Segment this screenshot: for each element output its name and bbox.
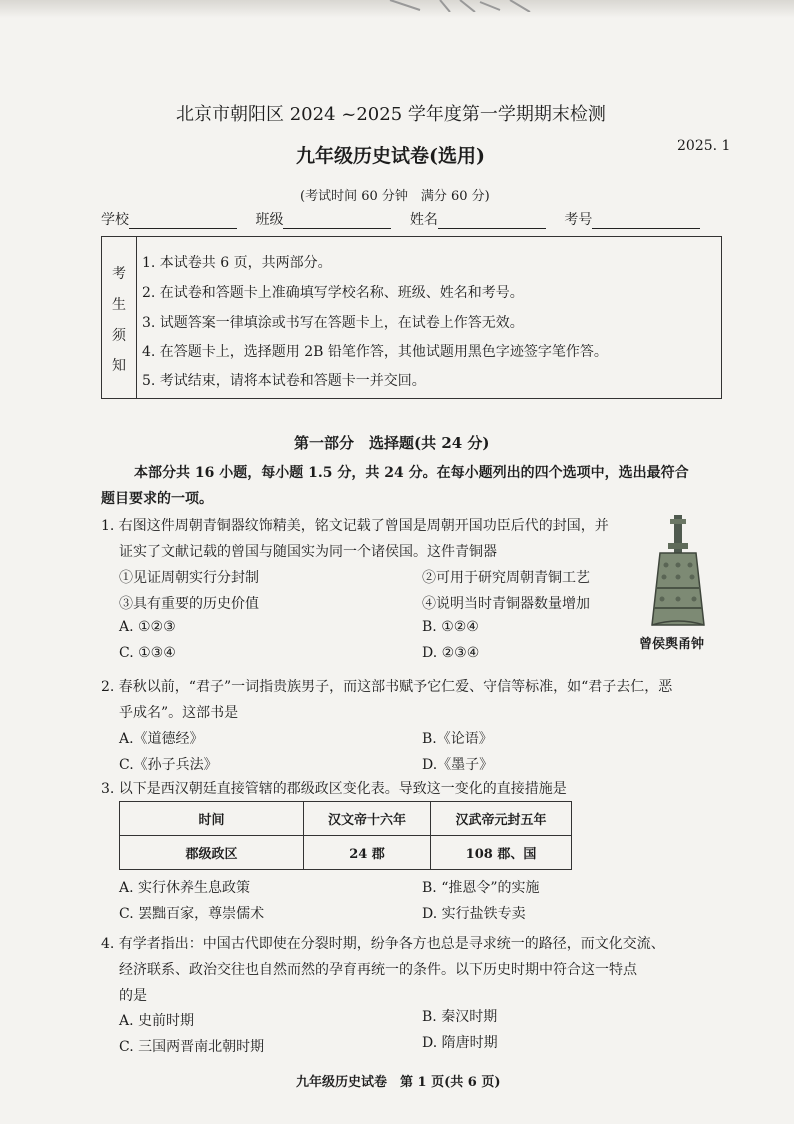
table-header-row bbox=[120, 802, 572, 836]
question-2-stem: 2. 春秋以前，“君子”一词指贵族男子，而这部书赋予它仁爱、守信等标准，如“君子去仁，恶 bbox=[101, 679, 673, 695]
table-cell: 24 郡 bbox=[304, 836, 431, 870]
q1-statement-4: ④说明当时青铜器数量增加 bbox=[422, 596, 590, 612]
page-footer: 九年级历史试卷 第 1 页(共 6 页) bbox=[296, 1075, 501, 1090]
q1-option-a[interactable]: A. ①②③ bbox=[119, 619, 176, 635]
q4-option-b[interactable]: B. 秦汉时期 bbox=[422, 1009, 498, 1025]
notice-item: 2. 在试卷和答题卡上准确填写学校名称、班级、姓名和考号。 bbox=[142, 285, 524, 301]
q2-option-a[interactable]: A.《道德经》 bbox=[119, 731, 204, 747]
table-header-cell: 汉文帝十六年 bbox=[304, 802, 431, 836]
notice-item: 4. 在答题卡上，选择题用 2B 铅笔作答，其他试题用黑色字迹签字笔作答。 bbox=[142, 344, 608, 360]
q1-statement-1: ①见证周朝实行分封制 bbox=[119, 570, 259, 586]
name-label: 姓名 bbox=[409, 212, 438, 228]
q2-option-d[interactable]: D.《墨子》 bbox=[422, 757, 494, 773]
question-1-stem-cont: 证实了文献记载的曾国与随国实为同一个诸侯国。这件青铜器 bbox=[119, 544, 497, 560]
table-header-cell: 汉武帝元封五年 bbox=[431, 802, 572, 836]
q1-option-c[interactable]: C. ①③④ bbox=[119, 645, 176, 661]
q3-option-a[interactable]: A. 实行休养生息政策 bbox=[119, 880, 251, 896]
paper-title: 九年级历史试卷(选用) bbox=[296, 145, 485, 167]
q2-option-b[interactable]: B.《论语》 bbox=[422, 731, 493, 747]
section-intro: 本部分共 16 小题，每小题 1.5 分，共 24 分。在每小题列出的四个选项中，选出最符合 bbox=[134, 465, 689, 481]
q1-statement-2: ②可用于研究周朝青铜工艺 bbox=[422, 570, 590, 586]
exam-date: 2025. 1 bbox=[677, 138, 731, 154]
q3-option-c[interactable]: C. 罢黜百家，尊崇儒术 bbox=[119, 906, 265, 922]
section-title: 第一部分 选择题(共 24 分) bbox=[294, 434, 490, 452]
bell-caption: 曾侯舆甬钟 bbox=[639, 637, 705, 652]
decorative-mark bbox=[380, 0, 550, 12]
section-intro-cont: 题目要求的一项。 bbox=[101, 491, 213, 507]
exam-no-label: 考号 bbox=[564, 212, 593, 228]
q4-option-c[interactable]: C. 三国两晋南北朝时期 bbox=[119, 1039, 265, 1055]
class-label: 班级 bbox=[255, 212, 284, 228]
bronze-bell-image bbox=[640, 513, 716, 633]
exam-title: 北京市朝阳区 2024 ~2025 学年度第一学期期末检测 bbox=[176, 104, 606, 125]
question-1-stem: 1. 右图这件周朝青铜器纹饰精美，铭文记载了曾国是周朝开国功臣后代的封国，并 bbox=[101, 518, 609, 534]
table-cell: 108 郡、国 bbox=[431, 836, 572, 870]
student-info-row bbox=[101, 209, 700, 229]
question-2-stem-cont: 乎成名”。这部书是 bbox=[119, 705, 239, 721]
q4-option-d[interactable]: D. 隋唐时期 bbox=[422, 1035, 498, 1051]
exam-notice-box bbox=[101, 236, 722, 399]
prefecture-table bbox=[119, 801, 572, 870]
name-field[interactable] bbox=[438, 212, 546, 229]
notice-item: 5. 考试结束，请将本试卷和答题卡一并交回。 bbox=[142, 373, 426, 389]
q4-option-a[interactable]: A. 史前时期 bbox=[119, 1013, 195, 1029]
table-cell: 郡级政区 bbox=[120, 836, 304, 870]
question-4-stem-cont2: 的是 bbox=[119, 988, 147, 1004]
question-4-stem: 4. 有学者指出：中国古代即使在分裂时期，纷争各方也总是寻求统一的路径，而文化交流、 bbox=[101, 936, 665, 952]
q2-option-c[interactable]: C.《孙子兵法》 bbox=[119, 757, 218, 773]
question-4-stem-cont: 经济联系、政治交往也自然而然的孕育再统一的条件。以下历史时期中符合这一特点 bbox=[119, 962, 637, 978]
q3-option-d[interactable]: D. 实行盐铁专卖 bbox=[422, 906, 526, 922]
table-header-cell: 时间 bbox=[120, 802, 304, 836]
table-row bbox=[120, 836, 572, 870]
q1-option-b[interactable]: B. ①②④ bbox=[422, 619, 479, 635]
class-field[interactable] bbox=[283, 212, 391, 229]
exam-no-field[interactable] bbox=[592, 212, 700, 229]
q1-statement-3: ③具有重要的历史价值 bbox=[119, 596, 259, 612]
notice-item: 1. 本试卷共 6 页，共两部分。 bbox=[142, 255, 332, 271]
school-field[interactable] bbox=[129, 212, 237, 229]
q1-option-d[interactable]: D. ②③④ bbox=[422, 645, 480, 661]
exam-info: (考试时间 60 分钟 满分 60 分) bbox=[300, 189, 490, 204]
notice-item: 3. 试题答案一律填涂或书写在答题卡上，在试卷上作答无效。 bbox=[142, 315, 524, 331]
q3-option-b[interactable]: B. “推恩令”的实施 bbox=[422, 880, 540, 896]
school-label: 学校 bbox=[101, 212, 129, 228]
question-3-stem: 3. 以下是西汉朝廷直接管辖的郡级政区变化表。导致这一变化的直接措施是 bbox=[101, 781, 567, 797]
notice-heading: 考 生 须 知 bbox=[102, 237, 137, 398]
